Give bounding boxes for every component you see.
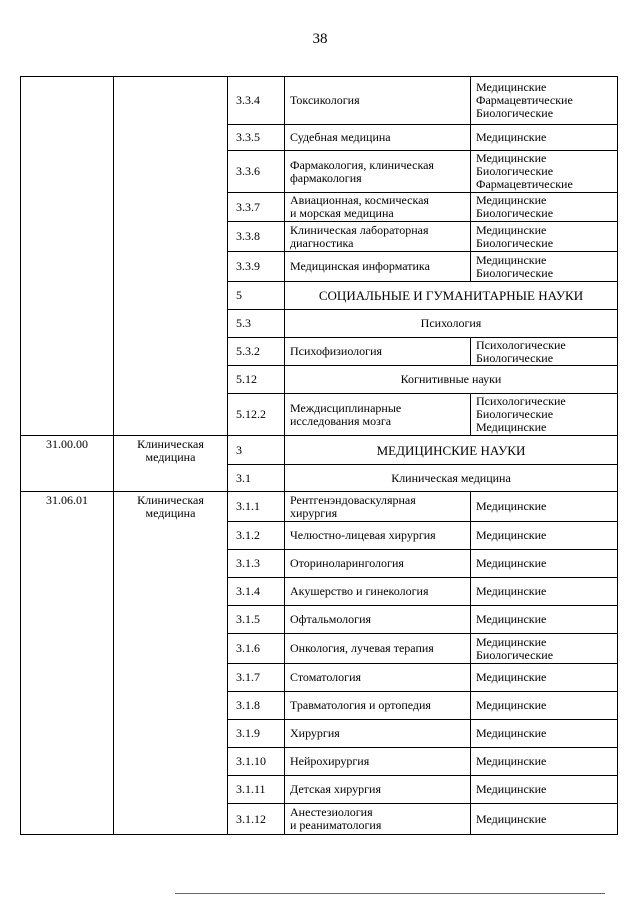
table-row bbox=[21, 77, 618, 125]
specialty-number-cell: 3.1.5 bbox=[228, 606, 285, 634]
specialty-number-cell: 3.1.2 bbox=[228, 522, 285, 550]
specialty-name-cell: Психофизиология bbox=[285, 338, 471, 366]
specialty-name-cell: Онкология, лучевая терапия bbox=[285, 634, 471, 664]
science-branch-cell: Медицинские Биологические bbox=[471, 252, 618, 282]
specialty-number-cell: 5.3.2 bbox=[228, 338, 285, 366]
specialty-number-cell: 3 bbox=[228, 436, 285, 465]
specialty-name-cell: Фармакология, клиническая фармакология bbox=[285, 151, 471, 193]
specialty-number-cell: 3.3.6 bbox=[228, 151, 285, 193]
science-branch-cell: Медицинские bbox=[471, 606, 618, 634]
direction-code-cell: 31.00.00 bbox=[21, 436, 114, 492]
specialty-name-cell: Стоматология bbox=[285, 664, 471, 692]
science-branch-cell: Медицинские bbox=[471, 492, 618, 522]
section-heading-cell: Клиническая медицина bbox=[285, 465, 618, 492]
science-branch-cell: Медицинские bbox=[471, 804, 618, 835]
science-branch-cell: Медицинские bbox=[471, 578, 618, 606]
section-heading-cell: Когнитивные науки bbox=[285, 366, 618, 394]
specialty-number-cell: 3.1.4 bbox=[228, 578, 285, 606]
science-branch-cell: Медицинские Биологические bbox=[471, 634, 618, 664]
specialty-name-cell: Авиационная, космическая и морская медицина bbox=[285, 193, 471, 222]
direction-name-cell bbox=[114, 77, 228, 436]
specialty-name-cell: Рентгенэндоваскулярная хирургия bbox=[285, 492, 471, 522]
page-number: 38 bbox=[312, 31, 328, 47]
specialty-name-cell: Челюстно-лицевая хирургия bbox=[285, 522, 471, 550]
specialty-number-cell: 3.1.8 bbox=[228, 692, 285, 720]
section-heading-cell: МЕДИЦИНСКИЕ НАУКИ bbox=[285, 436, 618, 465]
specialty-name-cell: Офтальмология bbox=[285, 606, 471, 634]
direction-code-cell bbox=[21, 77, 114, 436]
science-branch-cell: Медицинские Биологические Фармацевтические bbox=[471, 151, 618, 193]
specialty-name-cell: Травматология и ортопедия bbox=[285, 692, 471, 720]
science-branch-cell: Медицинские bbox=[471, 522, 618, 550]
specialty-number-cell: 3.3.5 bbox=[228, 125, 285, 151]
science-branch-cell: Медицинские Биологические bbox=[471, 193, 618, 222]
science-branch-cell: Медицинские bbox=[471, 550, 618, 578]
specialty-name-cell: Детская хирургия bbox=[285, 776, 471, 804]
science-branch-cell: Психологические Биологические Медицинские bbox=[471, 394, 618, 436]
specialty-name-cell: Медицинская информатика bbox=[285, 252, 471, 282]
specialty-number-cell: 3.3.4 bbox=[228, 77, 285, 125]
specialty-number-cell: 5 bbox=[228, 282, 285, 310]
direction-code-cell: 31.06.01 bbox=[21, 492, 114, 835]
specialty-name-cell: Клиническая лабораторная диагностика bbox=[285, 222, 471, 252]
specialty-number-cell: 3.1.9 bbox=[228, 720, 285, 748]
specialty-name-cell: Нейрохирургия bbox=[285, 748, 471, 776]
specialty-number-cell: 3.3.7 bbox=[228, 193, 285, 222]
specialty-name-cell: Междисциплинарные исследования мозга bbox=[285, 394, 471, 436]
specialty-name-cell: Анестезиология и реаниматология bbox=[285, 804, 471, 835]
science-branch-cell: Медицинские bbox=[471, 692, 618, 720]
bottom-rule bbox=[175, 893, 605, 894]
science-branch-cell: Медицинские bbox=[471, 776, 618, 804]
science-branch-cell: Медицинские bbox=[471, 125, 618, 151]
specialty-number-cell: 3.3.8 bbox=[228, 222, 285, 252]
direction-name-cell: Клиническая медицина bbox=[114, 436, 228, 492]
specialty-name-cell: Акушерство и гинекология bbox=[285, 578, 471, 606]
science-branch-cell: Психологические Биологические bbox=[471, 338, 618, 366]
specialty-number-cell: 3.1 bbox=[228, 465, 285, 492]
specialty-number-cell: 3.1.1 bbox=[228, 492, 285, 522]
table-row bbox=[21, 492, 618, 522]
direction-name-cell: Клиническая медицина bbox=[114, 492, 228, 835]
science-branch-cell: Медицинские bbox=[471, 664, 618, 692]
specialty-name-cell: Хирургия bbox=[285, 720, 471, 748]
specialty-number-cell: 3.1.7 bbox=[228, 664, 285, 692]
section-heading-cell: СОЦИАЛЬНЫЕ И ГУМАНИТАРНЫЕ НАУКИ bbox=[285, 282, 618, 310]
specialty-number-cell: 3.1.3 bbox=[228, 550, 285, 578]
specialty-number-cell: 3.1.6 bbox=[228, 634, 285, 664]
specialty-name-cell: Токсикология bbox=[285, 77, 471, 125]
specialty-number-cell: 5.12 bbox=[228, 366, 285, 394]
specialty-number-cell: 3.1.12 bbox=[228, 804, 285, 835]
specialty-name-cell: Оториноларингология bbox=[285, 550, 471, 578]
specialty-number-cell: 5.12.2 bbox=[228, 394, 285, 436]
science-branch-cell: Медицинские bbox=[471, 720, 618, 748]
science-branch-cell: Медицинские Фармацевтические Биологические bbox=[471, 77, 618, 125]
specialty-number-cell: 3.3.9 bbox=[228, 252, 285, 282]
science-branch-cell: Медицинские Биологические bbox=[471, 222, 618, 252]
section-heading-cell: Психология bbox=[285, 310, 618, 338]
specialty-number-cell: 3.1.11 bbox=[228, 776, 285, 804]
specialty-number-cell: 3.1.10 bbox=[228, 748, 285, 776]
table-row bbox=[21, 436, 618, 465]
science-branch-cell: Медицинские bbox=[471, 748, 618, 776]
specialties-table bbox=[20, 76, 618, 835]
specialty-number-cell: 5.3 bbox=[228, 310, 285, 338]
specialty-name-cell: Судебная медицина bbox=[285, 125, 471, 151]
